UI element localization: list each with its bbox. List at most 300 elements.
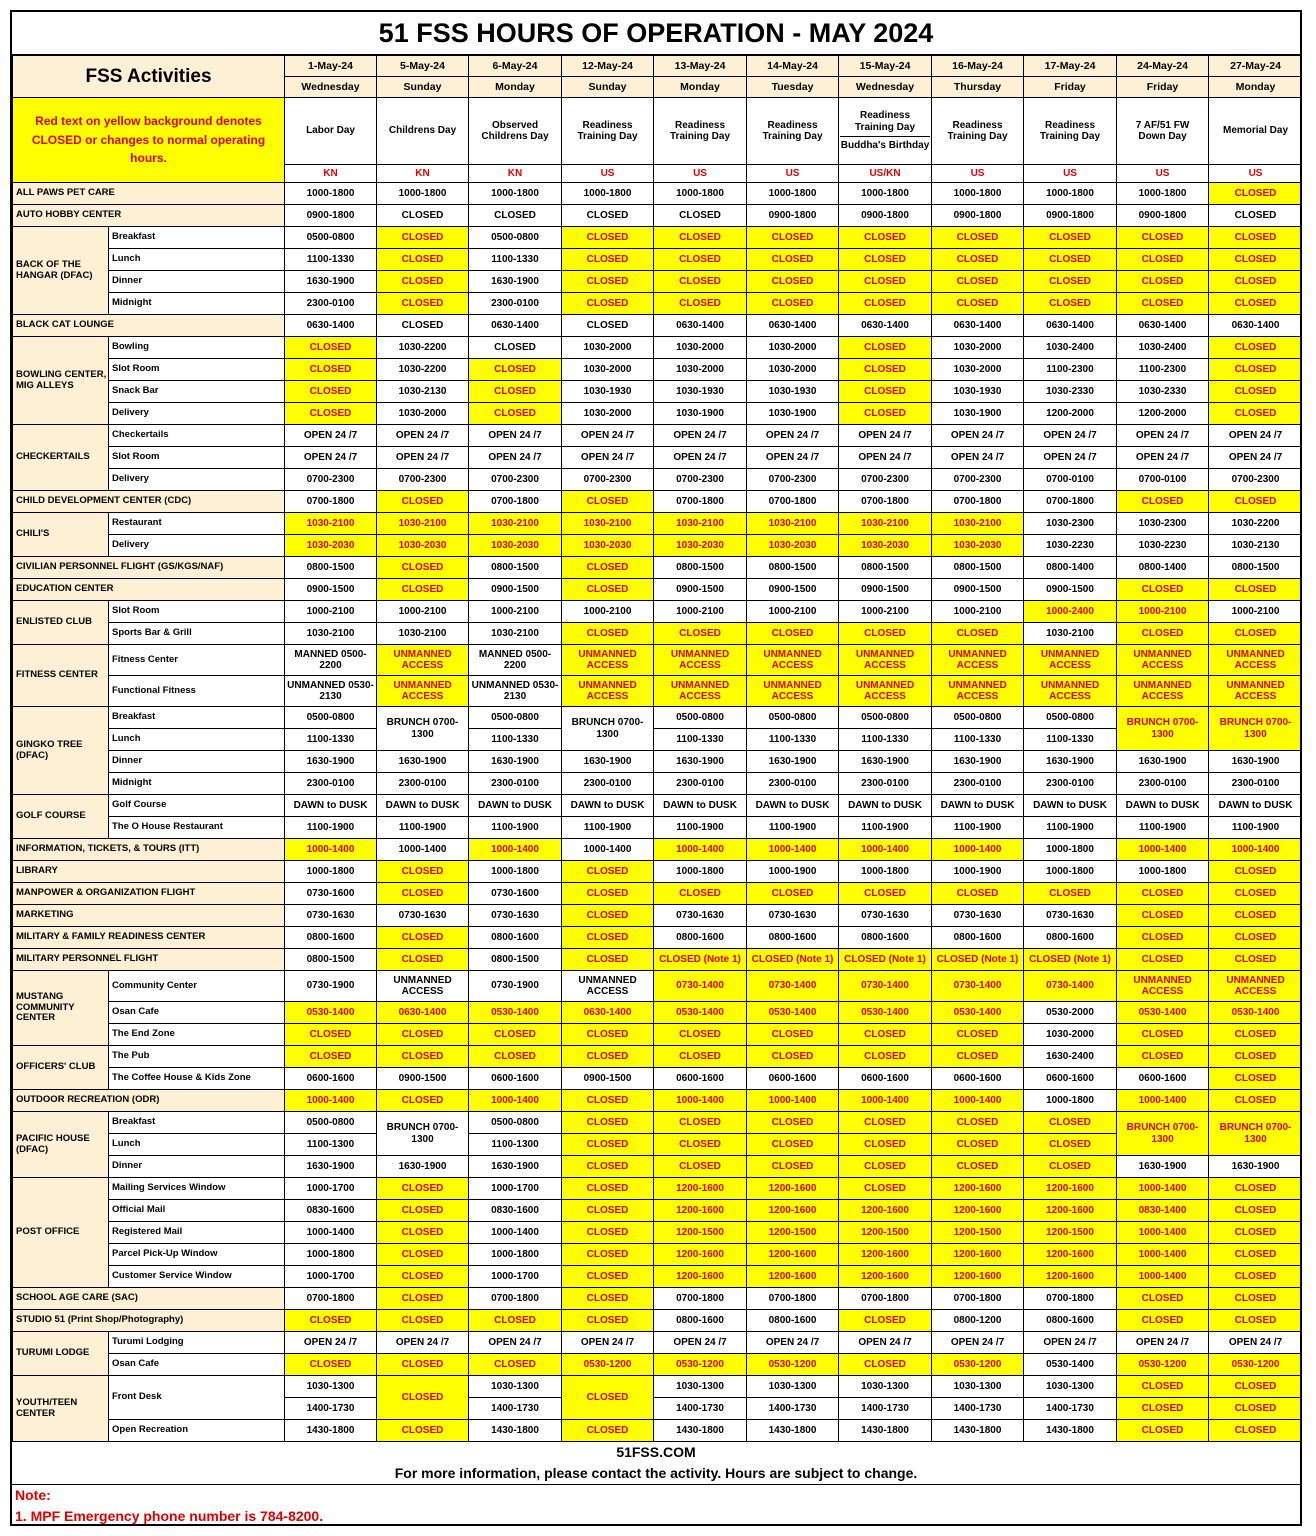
hours-cell: 1100-2300 [1117,359,1209,381]
hours-cell: 0700-2300 [285,469,377,491]
closed-cell: CLOSED [562,1090,654,1112]
activity-name: CIVILIAN PERSONNEL FLIGHT (GS/KGS/NAF) [13,557,285,579]
hours-cell: 1630-1900 [1209,751,1302,773]
hours-cell: 1030-2100 [469,623,562,645]
hours-cell: 0800-1600 [839,927,932,949]
closed-cell: CLOSED [285,403,377,425]
closed-cell: CLOSED [654,249,747,271]
closed-cell: CLOSED [747,1112,839,1134]
hours-cell: 1100-1900 [654,817,747,839]
closed-cell: CLOSED [747,293,839,315]
closed-cell: CLOSED [377,1376,469,1420]
table-row [13,557,1303,579]
closed-cell: 0730-1400 [654,971,747,1002]
closed-cell: CLOSED [1024,1112,1117,1134]
closed-cell: UNMANNED ACCESS [932,676,1024,707]
hours-cell: 0630-1400 [839,315,932,337]
sub-activity-name: Parcel Pick-Up Window [109,1244,285,1266]
hours-cell: 0900-1500 [839,579,932,601]
website-text: 51FSS.COM [616,1444,696,1460]
hours-cell: 0630-1400 [1209,315,1302,337]
closed-cell: 1200-1600 [654,1266,747,1288]
activity-name: FITNESS CENTER [13,645,109,707]
hours-cell: 1430-1800 [654,1420,747,1442]
table-row [13,795,1303,817]
event-header [377,98,469,165]
hours-cell: 1100-1330 [285,729,377,751]
closed-cell: CLOSED [1209,905,1302,927]
closed-cell: 0530-1400 [932,1002,1024,1024]
hours-cell: 0500-0800 [839,707,932,729]
event-label: Labor Day [306,125,355,137]
hours-cell: 0600-1600 [285,1068,377,1090]
hours-cell: 1030-2200 [1209,513,1302,535]
closed-cell: CLOSED [1209,1398,1302,1420]
closed-cell: CLOSED [1209,1222,1302,1244]
closed-cell: CLOSED [562,1376,654,1420]
event-label: Observed Childrens Day [481,119,549,142]
hours-cell: 0500-0800 [285,707,377,729]
closed-cell: CLOSED [1117,623,1209,645]
closed-cell: CLOSED [1117,883,1209,905]
hours-cell: OPEN 24 /7 [747,447,839,469]
hours-cell: OPEN 24 /7 [747,1332,839,1354]
hours-cell: 1100-1900 [1117,817,1209,839]
closed-cell: CLOSED [747,1024,839,1046]
hours-cell: 0800-1600 [747,927,839,949]
hours-cell: 1030-1300 [654,1376,747,1398]
closed-cell: CLOSED [932,249,1024,271]
hours-cell: CLOSED [562,205,654,227]
table-row [13,905,1303,927]
hours-cell: 1000-2100 [747,601,839,623]
table-row [13,601,1303,623]
closed-cell: CLOSED [839,403,932,425]
date-header: 27-May-24 [1209,56,1302,77]
activity-name: TURUMI LODGE [13,1332,109,1376]
sub-activity-name: Open Recreation [109,1420,285,1442]
event-header [747,98,839,165]
hours-cell: 1630-1900 [747,751,839,773]
closed-cell: 1200-1600 [839,1244,932,1266]
hours-cell: DAWN to DUSK [932,795,1024,817]
activity-name: BLACK CAT LOUNGE [13,315,285,337]
sub-activity-name: Fitness Center [109,645,285,676]
hours-cell: 1430-1800 [839,1420,932,1442]
hours-cell: 0700-2300 [469,469,562,491]
hours-cell: 1030-1300 [839,1376,932,1398]
hours-cell: BRUNCH 0700-1300 [377,1112,469,1156]
table-row [13,1222,1303,1244]
closed-cell: 1030-2100 [839,513,932,535]
sub-activity-name: Official Mail [109,1200,285,1222]
closed-cell: CLOSED [562,1178,654,1200]
closed-cell: CLOSED [839,883,932,905]
hours-cell: 0800-1500 [285,557,377,579]
hours-cell: OPEN 24 /7 [285,1332,377,1354]
hours-cell: 0800-1500 [654,557,747,579]
table-row [13,1266,1303,1288]
hours-cell: 0530-1400 [1024,1354,1117,1376]
day-header: Wednesday [839,77,932,98]
closed-cell: CLOSED [562,491,654,513]
hours-cell: DAWN to DUSK [839,795,932,817]
sub-activity-name: Delivery [109,403,285,425]
hours-cell: 0800-1500 [1209,557,1302,579]
sub-activity-name: Lunch [109,729,285,751]
schedule-sheet [10,10,1302,1526]
hours-cell: 1400-1730 [469,1398,562,1420]
hours-cell: 1030-1900 [747,403,839,425]
hours-cell: 1100-1900 [932,817,1024,839]
closed-cell: CLOSED [747,249,839,271]
closed-cell: CLOSED [839,271,932,293]
closed-cell: UNMANNED ACCESS [839,676,932,707]
activity-name: MILITARY & FAMILY READINESS CENTER [13,927,285,949]
closed-cell: 1000-1400 [1117,1222,1209,1244]
table-row [13,183,1303,205]
hours-cell: OPEN 24 /7 [839,447,932,469]
table-row [13,676,1303,707]
hours-cell: 1630-1900 [1209,1156,1302,1178]
hours-cell: 1000-1400 [285,1222,377,1244]
table-row [13,1024,1303,1046]
hours-cell: 1400-1730 [839,1398,932,1420]
hours-cell: 1000-1800 [654,861,747,883]
hours-cell: 0730-1630 [377,905,469,927]
table-row [13,927,1303,949]
closed-cell: 1200-1600 [747,1178,839,1200]
closed-cell: CLOSED [377,1420,469,1442]
hours-cell: 0700-2300 [747,469,839,491]
closed-cell: CLOSED [1117,927,1209,949]
note-1: 1. MPF Emergency phone number is 784-8200. [15,1508,324,1524]
day-header: Friday [1117,77,1209,98]
hours-cell: 1100-1330 [747,729,839,751]
closed-cell: CLOSED [562,927,654,949]
hours-cell: 0600-1600 [469,1068,562,1090]
hours-cell: CLOSED [469,205,562,227]
hours-cell: 1200-2000 [1117,403,1209,425]
closed-cell: 1200-1500 [747,1222,839,1244]
hours-cell: 0730-1630 [469,905,562,927]
closed-cell: 0530-1400 [469,1002,562,1024]
activity-name: OUTDOOR RECREATION (ODR) [13,1090,285,1112]
hours-cell: OPEN 24 /7 [1024,425,1117,447]
closed-cell: 1200-1600 [932,1178,1024,1200]
closed-cell: CLOSED [562,557,654,579]
closed-cell: 1200-1600 [932,1266,1024,1288]
hours-cell: OPEN 24 /7 [1209,425,1302,447]
table-row [13,883,1303,905]
closed-cell: 0530-1400 [1209,1002,1302,1024]
closed-cell: CLOSED [1209,1178,1302,1200]
closed-cell: CLOSED [1024,249,1117,271]
closed-cell: CLOSED [377,1354,469,1376]
hours-cell: 0700-1800 [1024,1288,1117,1310]
closed-cell: 1030-2030 [654,535,747,557]
closed-cell: 1000-1400 [1117,1090,1209,1112]
hours-cell: 0700-1800 [469,491,562,513]
hours-cell: 0800-1400 [1024,557,1117,579]
hours-cell: 1030-2200 [377,337,469,359]
closed-cell: CLOSED [562,1134,654,1156]
hours-cell: 0900-1500 [932,579,1024,601]
hours-cell: 1430-1800 [932,1420,1024,1442]
closed-cell: CLOSED [932,271,1024,293]
sub-activity-name: Community Center [109,971,285,1002]
closed-cell: CLOSED [562,1222,654,1244]
hours-cell: 1430-1800 [469,1420,562,1442]
hours-cell: 1400-1730 [654,1398,747,1420]
closed-cell: CLOSED [562,1266,654,1288]
sub-activity-name: Snack Bar [109,381,285,403]
hours-cell: 1100-1900 [747,817,839,839]
table-row [13,971,1303,1002]
hours-cell: 0700-1800 [654,1288,747,1310]
closed-cell: CLOSED [562,1244,654,1266]
hours-cell: 0700-1800 [654,491,747,513]
hours-cell: 0800-1500 [469,949,562,971]
closed-cell: 1000-1400 [932,1090,1024,1112]
hours-cell: 0800-1500 [469,557,562,579]
hours-cell: OPEN 24 /7 [654,1332,747,1354]
closed-cell: 1030-2030 [377,535,469,557]
hours-cell: OPEN 24 /7 [932,1332,1024,1354]
table-row [13,315,1303,337]
sub-activity-name: Delivery [109,535,285,557]
legend-text: Red text on yellow background denotes CLOSED or changes to normal operating hours. [13,98,285,183]
closed-cell: 0730-1400 [932,971,1024,1002]
hours-cell: 1000-1700 [285,1178,377,1200]
hours-cell: OPEN 24 /7 [1117,425,1209,447]
hours-cell: 1000-2100 [932,601,1024,623]
hours-cell: 0500-0800 [932,707,1024,729]
hours-cell: 0800-1600 [1024,927,1117,949]
closed-cell: UNMANNED ACCESS [1024,645,1117,676]
hours-cell: 1000-1800 [1117,861,1209,883]
closed-cell: CLOSED [377,883,469,905]
page-title: 51 FSS HOURS OF OPERATION - MAY 2024 [12,12,1300,55]
event-header [1024,98,1117,165]
table-row [13,381,1303,403]
closed-cell: CLOSED [377,1200,469,1222]
hours-cell: 1000-1800 [1024,1090,1117,1112]
closed-cell: CLOSED (Note 1) [932,949,1024,971]
closed-cell: 1200-1600 [654,1200,747,1222]
closed-cell: 1200-1600 [1024,1178,1117,1200]
hours-cell: OPEN 24 /7 [562,425,654,447]
hours-cell: 1000-1800 [747,183,839,205]
date-header: 16-May-24 [932,56,1024,77]
closed-cell: CLOSED [839,1310,932,1332]
closed-cell: 0630-1400 [562,1002,654,1024]
closed-cell: CLOSED [1209,271,1302,293]
hours-cell: BRUNCH 0700-1300 [562,707,654,751]
fss-activities-heading: FSS Activities [13,56,285,98]
hours-cell: 1630-1900 [285,271,377,293]
hours-cell: 1000-2100 [654,601,747,623]
closed-cell: 1200-1600 [1024,1266,1117,1288]
closed-cell: CLOSED [839,1156,932,1178]
closed-cell: CLOSED [654,1156,747,1178]
hours-cell: DAWN to DUSK [285,795,377,817]
hours-cell: 2300-0100 [932,773,1024,795]
closed-cell: CLOSED [562,1420,654,1442]
event-header [654,98,747,165]
activity-name: MILITARY PERSONNEL FLIGHT [13,949,285,971]
activity-name: MANPOWER & ORGANIZATION FLIGHT [13,883,285,905]
hours-cell: 1000-1700 [285,1266,377,1288]
sub-activity-name: Golf Course [109,795,285,817]
hours-cell: 0800-1600 [469,927,562,949]
closed-cell: 0530-1200 [1209,1354,1302,1376]
closed-cell: CLOSED [377,579,469,601]
event-header [932,98,1024,165]
closed-cell: CLOSED [1024,293,1117,315]
hours-cell: 0900-1500 [285,579,377,601]
hours-cell: OPEN 24 /7 [469,425,562,447]
hours-cell: 0700-1800 [839,491,932,513]
activity-name: GOLF COURSE [13,795,109,839]
closed-cell: CLOSED [1209,491,1302,513]
hours-cell: 1630-2400 [1024,1046,1117,1068]
hours-cell: 0500-0800 [1024,707,1117,729]
closed-cell: 1030-2030 [932,535,1024,557]
event-label: Childrens Day [388,125,457,137]
closed-cell: CLOSED [1209,403,1302,425]
closed-cell: CLOSED [1209,359,1302,381]
hours-cell: 2300-0100 [747,773,839,795]
hours-cell: 1030-2000 [654,359,747,381]
day-header: Tuesday [747,77,839,98]
hours-cell: OPEN 24 /7 [747,425,839,447]
table-row [13,1244,1303,1266]
hours-cell: OPEN 24 /7 [932,425,1024,447]
hours-cell: 0730-1630 [1024,905,1117,927]
closed-cell: CLOSED [1117,1420,1209,1442]
closed-cell: CLOSED [562,1046,654,1068]
closed-cell: CLOSED [285,1354,377,1376]
date-header: 14-May-24 [747,56,839,77]
hours-cell: 1630-1900 [562,751,654,773]
hours-cell: OPEN 24 /7 [932,447,1024,469]
table-row [13,337,1303,359]
date-header: 12-May-24 [562,56,654,77]
hours-cell: 1000-2100 [1209,601,1302,623]
hours-cell: 1630-1900 [469,1156,562,1178]
hours-cell: 1030-1900 [932,403,1024,425]
hours-cell: 0700-2300 [654,469,747,491]
sub-activity-name: Bowling [109,337,285,359]
closed-cell: CLOSED [562,293,654,315]
closed-cell: CLOSED [562,1288,654,1310]
closed-cell: CLOSED [1209,1420,1302,1442]
closed-cell: CLOSED [1024,1134,1117,1156]
hours-cell: 0900-1800 [1117,205,1209,227]
hours-cell: 1430-1800 [747,1420,839,1442]
closed-cell: CLOSED [377,861,469,883]
table-row [13,707,1303,729]
sub-activity-name: Front Desk [109,1376,285,1420]
closed-cell: CLOSED [747,1046,839,1068]
hours-cell: 0900-1500 [469,579,562,601]
hours-cell: 1030-1300 [469,1376,562,1398]
closed-cell: CLOSED [839,1178,932,1200]
hours-cell: 1030-2100 [285,623,377,645]
closed-cell: 0530-1200 [932,1354,1024,1376]
closed-cell: CLOSED [839,249,932,271]
hours-cell: BRUNCH 0700-1300 [377,707,469,751]
activity-name: YOUTH/TEEN CENTER [13,1376,109,1442]
country-code: US [562,165,654,183]
hours-cell: 0500-0800 [469,707,562,729]
closed-cell: CLOSED [377,557,469,579]
closed-cell: CLOSED (Note 1) [654,949,747,971]
closed-cell: BRUNCH 0700-1300 [1117,707,1209,751]
closed-cell: UNMANNED ACCESS [562,645,654,676]
hours-cell: 1030-2130 [1209,535,1302,557]
closed-cell: CLOSED [377,491,469,513]
hours-cell: 0800-1400 [1117,557,1209,579]
hours-cell: 1000-1800 [932,183,1024,205]
sub-activity-name: Osan Cafe [109,1354,285,1376]
hours-cell: 1000-1900 [932,861,1024,883]
hours-cell: OPEN 24 /7 [469,1332,562,1354]
table-row [13,751,1303,773]
closed-cell: 1000-2400 [1024,601,1117,623]
hours-cell: 1400-1730 [1024,1398,1117,1420]
sub-activity-name: Lunch [109,1134,285,1156]
hours-cell: OPEN 24 /7 [1117,447,1209,469]
day-header: Sunday [377,77,469,98]
closed-cell: 1200-1600 [654,1178,747,1200]
closed-cell: 1030-2100 [932,513,1024,535]
date-header: 5-May-24 [377,56,469,77]
closed-cell: CLOSED [932,293,1024,315]
closed-cell: CLOSED [377,1046,469,1068]
date-header: 6-May-24 [469,56,562,77]
hours-cell: 0900-1500 [747,579,839,601]
activity-name: INFORMATION, TICKETS, & TOURS (ITT) [13,839,285,861]
closed-cell: 1200-1600 [747,1200,839,1222]
closed-cell: 1000-1400 [932,839,1024,861]
closed-cell: CLOSED [839,1134,932,1156]
activity-name: SCHOOL AGE CARE (SAC) [13,1288,285,1310]
hours-cell: 0730-1630 [285,905,377,927]
closed-cell: CLOSED [839,381,932,403]
hours-cell: 1000-1700 [469,1178,562,1200]
sub-activity-name: Restaurant [109,513,285,535]
closed-cell: 1200-1500 [932,1222,1024,1244]
hours-cell: 1030-1300 [1024,1376,1117,1398]
hours-cell: 1100-1300 [469,1134,562,1156]
closed-cell: CLOSED [377,1310,469,1332]
hours-cell: 0900-1500 [1024,579,1117,601]
closed-cell: CLOSED [839,623,932,645]
hours-cell: 1030-2200 [377,359,469,381]
hours-cell: 1630-1900 [469,271,562,293]
hours-cell: 1000-1900 [747,861,839,883]
hours-cell: 0630-1400 [654,315,747,337]
closed-cell: CLOSED [562,1310,654,1332]
hours-cell: 0800-1200 [932,1310,1024,1332]
event-label: Readiness Training Day [577,119,638,142]
closed-cell: CLOSED [747,883,839,905]
table-row [13,359,1303,381]
closed-cell: CLOSED [469,381,562,403]
table-row [13,1090,1303,1112]
